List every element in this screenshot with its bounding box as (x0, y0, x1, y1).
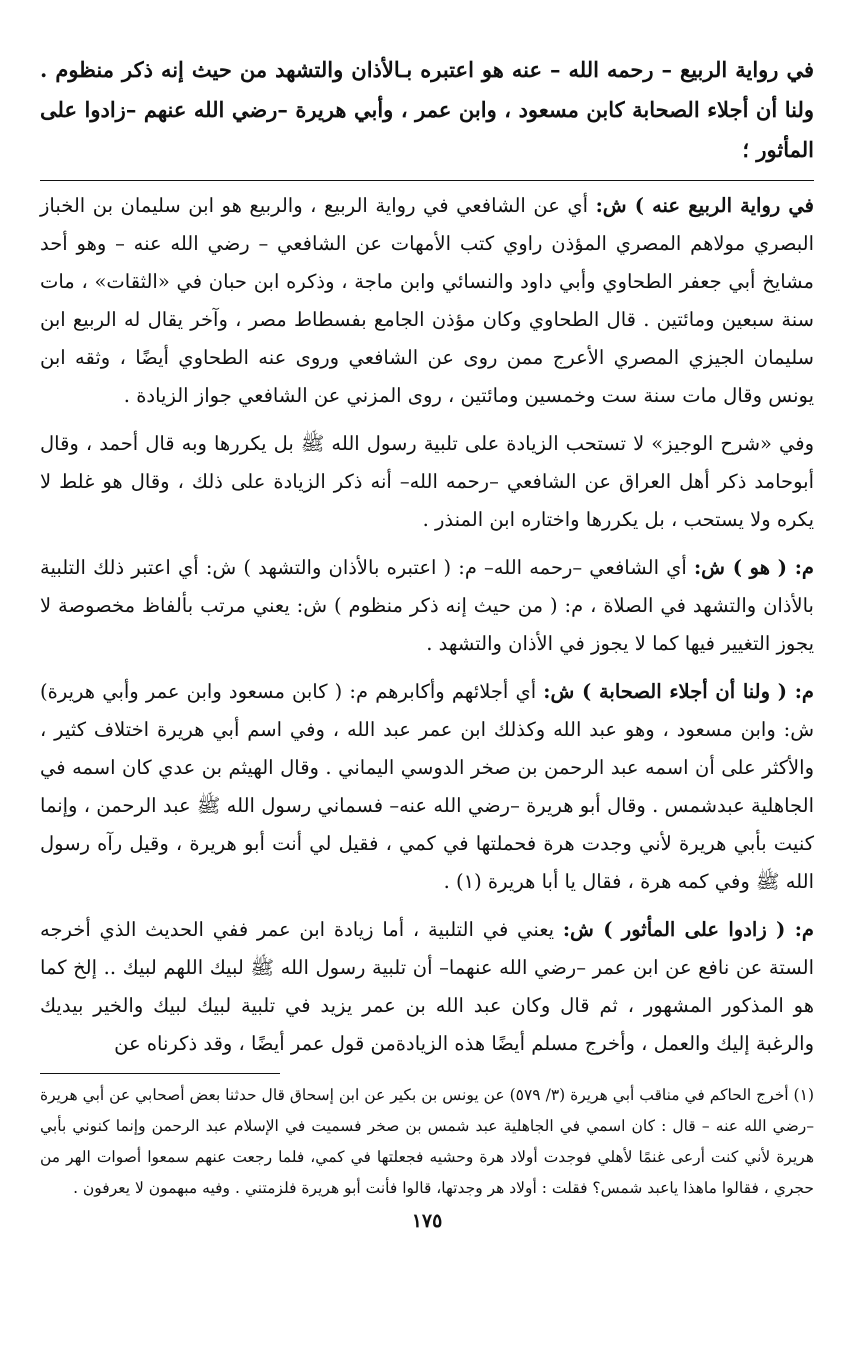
top-divider (40, 180, 814, 181)
commentary-paragraph-2 (40, 425, 814, 539)
commentary-paragraph-3 (40, 549, 814, 663)
commentary-paragraph-1 (40, 187, 814, 415)
page-number: ١٧٥ (411, 1210, 443, 1232)
commentary-lead: م: ( هو ) ش: (693, 556, 814, 579)
commentary-body: أي عن الشافعي في رواية الربيع ، والربيع هو ابن سليمان بن الخباز البصري مولاهم المصري المؤذن راوي كتب الأمهات عن الشافعي – رضي الله عنه – وهو أحد مشايخ أبي جعفر الطحاوي وأبي داود والنسائي وابن ماجة ، وذكره ابن حبان في «الثقات» ، مات سنة سبعين ومائتين . قال الطحاوي وكان مؤذن الجامع بفسطاط مصر ، وآخر يقال له الربيع ابن سليمان الجيزي المصري الأعرج ممن روى عن الشافعي وروى عنه الطحاوي أيضًا ، وثقه ابن يونس وقال مات سنة ست وخمسين ومائتين ، روى المزني عن الشافعي جواز الزيادة . (40, 194, 814, 407)
commentary-body: أي الشافعي –رحمه الله– م: ( اعتبره بالأذان والتشهد ) ش: أي اعتبر ذلك التلبية بالأذان والتشهد في الصلاة ، م: ( من حيث إنه ذكر منظوم ) ش: يعني مرتب بألفاظ مخصوصة لا يجوز التغيير فيها كما لا يجوز في الأذان والتشهد . (40, 556, 814, 655)
commentary-lead: م: ( زادوا على المأثور ) ش: (562, 918, 814, 941)
footnote-1: (١) أخرج الحاكم في مناقب أبي هريرة (٣/ ٥٧٩) عن يونس بن بكير عن ابن إسحاق قال حدثنا بعض أصحابي عن أبي هريرة –رضي الله عنه – قال : كان اسمي في الجاهلية عبد شمس بن صخر فسميت في الإسلام عبد الرحمن وإنما كنوني بأبي هريرة لأني كنت أرعى غنمًا لأهلي فوجدت أولاد هرة وحشيه فجعلتها في كمي، فلما رجعت عنهم سمعوا أصوات الهر من حجري ، فقالوا ماهذا ياعبد شمس؟ فقلت : أولاد هر وجدتها، قالوا فأنت أبو هريرة فلزمتني . وفيه مبهمون لا يعرفون . (40, 1086, 814, 1197)
matn-text: في رواية الربيع – رحمه الله – عنه هو اعتبره بـالأذان والتشهد من حيث إنه ذكر منظوم . ولنا أن أجلاء الصحابة كابن مسعود ، وابن عمر ، وأبي هريرة –رضي الله عنهم –زادوا على المأثور ؛ (40, 57, 814, 162)
page-content (40, 50, 814, 1232)
commentary-lead: م: ( ولنا أن أجلاء الصحابة ) ش: (543, 680, 814, 703)
commentary-body: وفي «شرح الوجيز» لا تستحب الزيادة على تلبية رسول الله ﷺ بل يكررها وبه قال أحمد ، وقال أبوحامد ذكر أهل العراق عن الشافعي –رحمه الله– أنه ذكر الزيادة على ذلك ، وقال هو غلط لا يكره ولا يستحب ، بل يكررها واختاره ابن المنذر . (40, 432, 814, 531)
commentary-body: يعني في التلبية ، أما زيادة ابن عمر ففي الحديث الذي أخرجه الستة عن نافع عن ابن عمر –رضي الله عنهما– أن تلبية رسول الله ﷺ لبيك اللهم لبيك .. إلخ كما هو المذكور المشهور ، ثم قال وكان عبد الله بن عمر يزيد في تلبية لبيك لبيك والخير بيديك والرغبة إليك والعمل ، وأخرج مسلم أيضًا هذه الزيادةمن قول عمر أيضًا ، وقد ذكرناه عن (40, 918, 814, 1055)
commentary-body: أي أجلائهم وأكابرهم م: ( كابن مسعود وابن عمر وأبي هريرة) ش: وابن مسعود ، وهو عبد الله وكذلك ابن عمر عبد الله ، وفي اسم أبي هريرة اختلاف كثير ، والأكثر على أن اسمه عبد الرحمن بن صخر الدوسي اليماني . وقال الهيثم بن عدي كان اسمه في الجاهلية عبدشمس . وقال أبو هريرة –رضي الله عنه– فسماني رسول الله ﷺ عبد الرحمن ، وإنما كنيت بأبي هريرة لأني وجدت هرة فحملتها في كمي ، فقيل لي أنت أبو هريرة ، وقيل رآه رسول الله ﷺ وفي كمه هرة ، فقال يا أبا هريرة (١) . (40, 680, 814, 893)
commentary-paragraph-4 (40, 673, 814, 901)
footnote-divider (40, 1073, 280, 1074)
commentary-paragraph-5 (40, 911, 814, 1063)
commentary-lead: في رواية الربيع عنه ) ش: (595, 194, 814, 217)
